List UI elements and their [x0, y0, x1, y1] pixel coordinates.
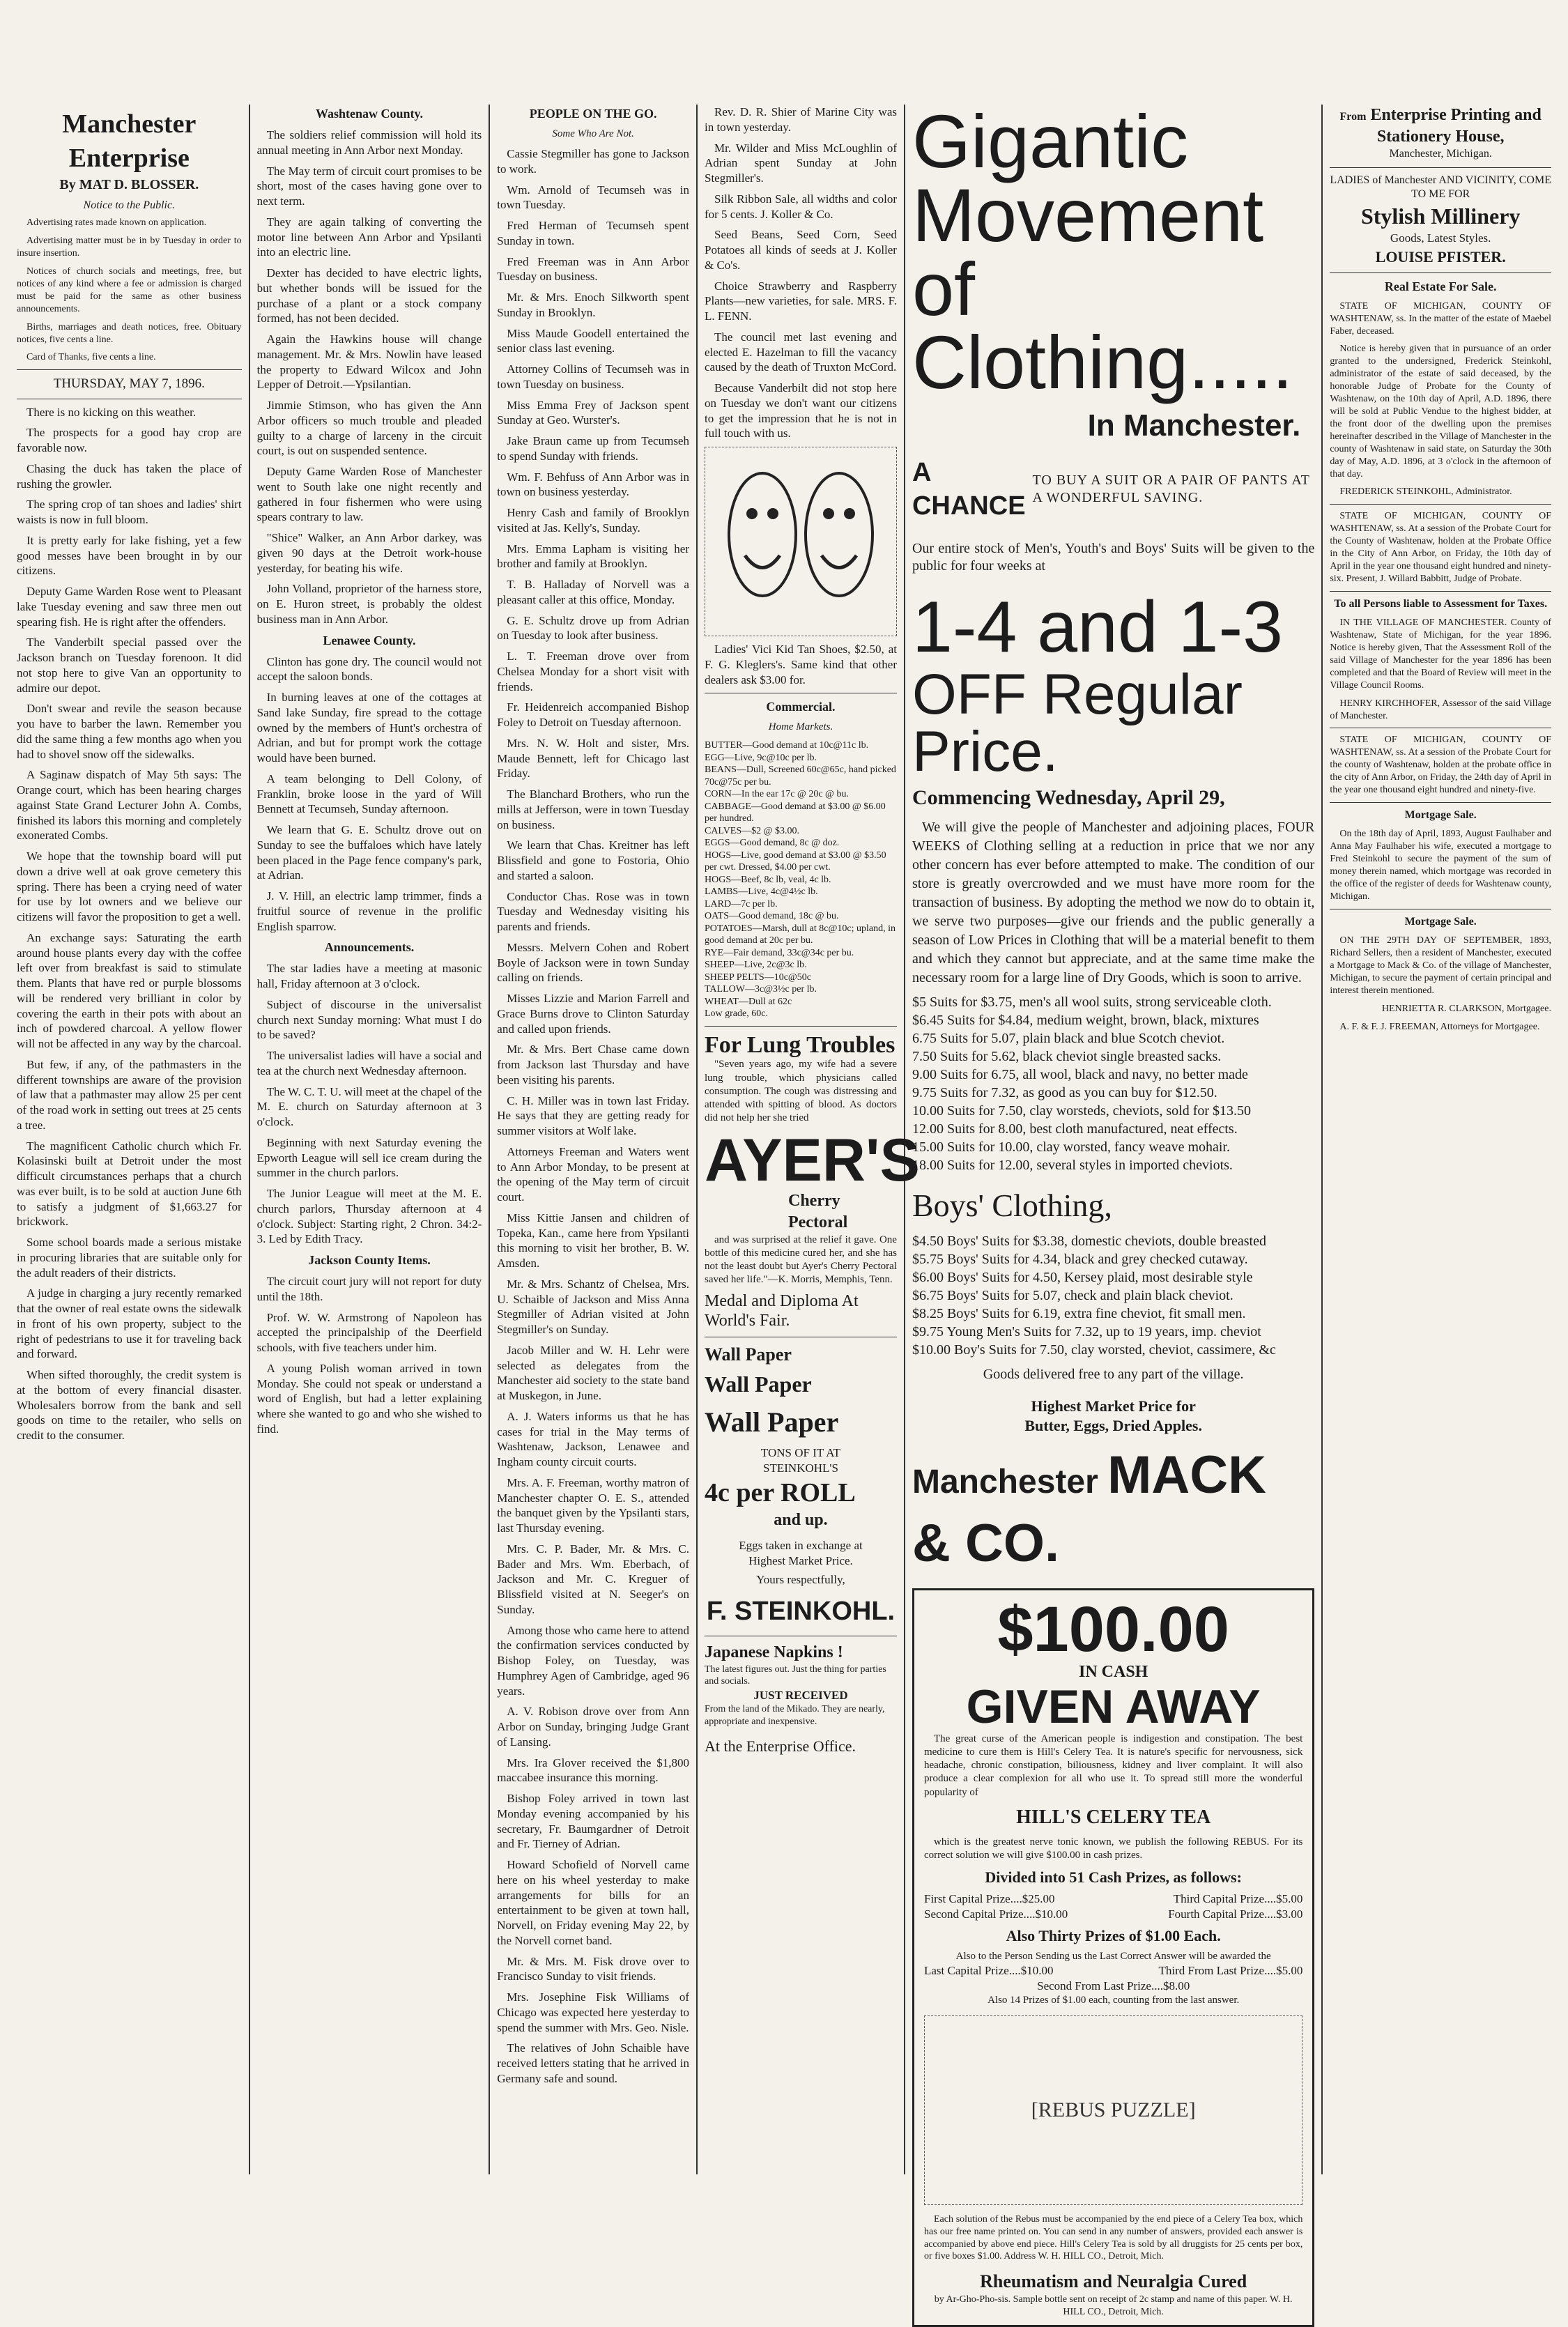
- news-paragraph: The soldiers relief commission will hold its annual meeting in Ann Arbor next Monday.: [256, 128, 482, 157]
- news-paragraph: Rev. D. R. Shier of Marine City was in town yesterday.: [704, 105, 897, 134]
- assessor: HENRY KIRCHHOFER, Assessor of the said Village of Manchester.: [1330, 698, 1551, 721]
- market-item: RYE—Fair demand, 33c@34c per bu.: [704, 947, 854, 958]
- news-paragraph: The prospects for a good hay crop are favorable now.: [17, 426, 242, 455]
- notices-title: Notice to the Public.: [83, 199, 176, 211]
- assessment-notice: IN THE VILLAGE OF MANCHESTER. County of Washtenaw, State of Michigan, for the year 1896. Notice is hereby given, That the Assessment Roll of the said Village of Manchester for the year 1896 has been completed and that the Board of Review will meet in the Village Council Rooms.: [1330, 617, 1551, 691]
- announcement: The universalist ladies will have a social and tea at the church next Wednesday afternoon.: [256, 1049, 482, 1077]
- market-item: OATS—Good demand, 18c @ bu.: [704, 911, 839, 922]
- news-paragraph: A young Polish woman arrived in town Monday. She could not speak or understand a word of English, but had a letter explaining where she wanted to go and who she wished to find.: [256, 1361, 482, 1436]
- mack-city: Manchester: [912, 1464, 1098, 1501]
- personal-item: The relatives of John Schaible have received letters stating that he arrived in Germany safe and sound.: [497, 2041, 689, 2085]
- market-item: LARD—7c per lb.: [704, 898, 778, 909]
- suit-price-line: 7.50 Suits for 5.62, black cheviot single breasted sacks.: [912, 1049, 1222, 1065]
- personal-item: Mr. & Mrs. M. Fisk drove over to Francisco Sunday to visit friends.: [497, 1954, 689, 1983]
- news-paragraph: Jimmie Stimson, who has given the Ann Arbor officers so much trouble and pleaded guilty to a charge of larceny in the circuit court, is out on suspended sentence.: [256, 399, 482, 458]
- mens-suit-list: [912, 993, 1314, 1174]
- notice: Advertising matter must be in by Tuesday in order to insure insertion.: [17, 236, 242, 259]
- personal-item: Mr. & Mrs. Enoch Silkworth spent Sunday in Brooklyn.: [497, 291, 689, 319]
- market-item: CALVES—$2 @ $3.00.: [704, 825, 800, 836]
- headline-movement: Movement: [912, 172, 1264, 257]
- discount-fraction: 1-4 and 1-3: [912, 587, 1283, 668]
- notice: Notices of church socials and meetings, free, but notices of any kind where a fee or admission is charged must be paid for the same as other business announcements.: [17, 266, 242, 314]
- stylish-millinery: Stylish Millinery: [1360, 203, 1521, 229]
- announcement: The star ladies have a meeting at masonic hall, Friday afternoon at 3 o'clock.: [256, 962, 482, 991]
- eggs-note: Eggs taken in exchange at: [739, 1538, 863, 1552]
- personal-item: Wm. F. Behfuss of Ann Arbor was in town on business yesterday.: [497, 470, 689, 499]
- suit-price-line: $10.00 Boy's Suits for 7.50, clay worsted, cheviot, cassimere, &c: [912, 1342, 1276, 1358]
- highest-market-price: Highest Market Price for: [1031, 1397, 1196, 1415]
- notice: Advertising rates made known on application.: [26, 217, 207, 229]
- section-header-washtenaw: Washtenaw County.: [315, 107, 423, 121]
- market-item: WHEAT—Dull at 62c: [704, 996, 792, 1007]
- rheumatism-sub: by Ar-Gho-Pho-sis. Sample bottle sent on receipt of 2c stamp and name of this paper. W. H. HILL CO., Detroit, Mich.: [934, 2294, 1293, 2317]
- market-item: HOGS—Live, good demand at $3.00 @ $3.50 per cwt. Dressed, $4.00 per cwt.: [704, 850, 886, 873]
- real-estate-title: Real Estate For Sale.: [1384, 279, 1497, 293]
- personal-item: Messrs. Melvern Cohen and Robert Boyle of Jackson were in town Sunday calling on friends.: [497, 940, 689, 985]
- news-paragraph: A team belonging to Dell Colony, of Franklin, broke loose in the yard of Will Bennett at Tecumseh, Sunday afternoon.: [256, 771, 482, 816]
- prize-line: [924, 1891, 1302, 1907]
- ayers-brand: AYER'S: [704, 1127, 920, 1195]
- boys-suit-list: [912, 1232, 1314, 1359]
- prize-line: [924, 1963, 1302, 1979]
- last-correct-note: Also to the Person Sending us the Last Correct Answer will be awarded the: [955, 1950, 1271, 1962]
- wallpaper-line-2: Wall Paper: [704, 1371, 812, 1397]
- enterprise-printing-name: Enterprise Printing and Stationery House,: [1370, 106, 1542, 146]
- news-paragraph: But few, if any, of the pathmasters in the different townships are aware of the provision of law that a pathmaster may allow 25 per cent of the road work in setting out trees at 25 cents a tree.: [17, 1057, 242, 1132]
- personal-item: Mrs. Josephine Fisk Williams of Chicago was expected here yesterday to spend the summer with Mrs. Geo. Nisle.: [497, 1990, 689, 2034]
- mortgagee: HENRIETTA R. CLARKSON, Mortgagee.: [1381, 1003, 1551, 1014]
- shoes-ad: Ladies' Vici Kid Tan Shoes, $2.50, at F. G. Kleglers's. Same kind that other dealers ask $3.00 for.: [704, 643, 897, 686]
- news-paragraph: Don't swear and revile the season because you have to barber the lawn. Remember you did the same thing a few months ago when you had to shovel snow off the sidewalks.: [17, 702, 242, 761]
- lung-troubles-title: For Lung Troubles: [704, 1031, 896, 1058]
- hills-celery-tea: HILL'S CELERY TEA: [1016, 1806, 1211, 1828]
- market-item: CABBAGE—Good demand at $3.00 @ $6.00 per hundred.: [704, 801, 886, 824]
- napkins-sub: The latest figures out. Just the thing for parties and socials.: [704, 1664, 886, 1687]
- personal-item: Fred Freeman was in Ann Arbor Tuesday on business.: [497, 254, 689, 284]
- personal-item: Mrs. C. P. Bader, Mr. & Mrs. C. Bader and Mrs. Wm. Eberbach, of Jackson and Mr. C. Kreguer of Blissfield visited at N. Seeger's on Sunday.: [497, 1542, 689, 1616]
- prize-line: [924, 1907, 1302, 1922]
- news-paragraph: They are again talking of converting the motor line between Ann Arbor and Ypsilanti into an electric line.: [256, 215, 482, 259]
- sale-body: We will give the people of Manchester and adjoining places, FOUR WEEKS of Clothing selling at a reduction in price that we nor any other concern has ever before attempted to make. The condition of our store is greatly overcrowded and we must have more room for the transaction of business. By adopting the method we now do to obtain it, we serve two purposes—give our friends and the public generally a season of Low Prices in Clothing that will be a material benefit to them and which they cannot but appreciate, and at the same time make the necessary room for a large line of Dry Goods, which is soon to arrive.: [912, 820, 1315, 986]
- personal-item: Jacob Miller and W. H. Lehr were selected as delegates from the Manchester aid society to the state band at Muskegon, in June.: [497, 1343, 689, 1403]
- section-header-announcements: Announcements.: [324, 940, 415, 955]
- boys-clothing-header: Boys' Clothing,: [912, 1188, 1112, 1224]
- suit-price-line: $6.45 Suits for $4.84, medium weight, brown, black, mixtures: [912, 1013, 1259, 1029]
- personal-item: Miss Emma Frey of Jackson spent Sunday at Geo. Wurster's.: [497, 398, 689, 427]
- second-prize: Second Capital Prize....$10.00: [923, 1907, 1068, 1921]
- news-paragraph: Prof. W. W. Armstrong of Napoleon has accepted the principalship of the Deerfield schools, with five teachers under him.: [256, 1310, 482, 1355]
- market-item: BEANS—Dull, Screened 60c@65c, hand picked 70c@75c per bu.: [704, 765, 896, 788]
- market-item: HOGS—Beef, 8c lb, veal, 4c lb.: [704, 874, 831, 885]
- probate-notice: STATE OF MICHIGAN, COUNTY OF WASHTENAW, ss. At a session of the Probate Court for the County of Washtenaw, holden at the Probate Office in the City of Ann Arbor, on Friday, the 10th day of April in the year one thousand eight hundred and ninety-six. Present, J. Willard Babbitt, Judge of Probate.: [1330, 511, 1551, 584]
- news-paragraph: A judge in charging a jury recently remarked that the owner of real estate owns the sidewalk in front of his own property, subject to the right of pedestrians to use it for traveling back and forward.: [17, 1287, 242, 1361]
- butter-eggs-apples: Butter, Eggs, Dried Apples.: [1024, 1417, 1202, 1435]
- personal-item: Mrs. Emma Lapham is visiting her brother and family at Brooklyn.: [497, 542, 689, 571]
- market-item: LAMBS—Live, 4c@4½c lb.: [704, 886, 818, 898]
- personal-item: Conductor Chas. Rose was in town Tuesday and Wednesday visiting his parents and friends.: [497, 889, 689, 934]
- commercial-header: Commercial.: [766, 700, 836, 714]
- section-header-jackson: Jackson County Items.: [308, 1253, 431, 1268]
- tons-line: TONS OF IT AT: [760, 1446, 841, 1460]
- market-item: SHEEP PELTS—10c@50c: [704, 971, 812, 983]
- per-roll-price: 4c per ROLL: [704, 1477, 856, 1507]
- from-land: From the land of the Mikado. They are nearly, appropriate and inexpensive.: [704, 1704, 885, 1727]
- ladies-line: LADIES of Manchester AND VICINITY, COME TO ME FOR: [1330, 174, 1551, 201]
- personal-item: Howard Schofield of Norvell came here on his wheel yesterday to make arrangements for bills for an entertainment to be given at town hall, Norvell, on Friday evening May 22, by the Norvell cornet band.: [497, 1858, 689, 1947]
- personal-item: Mr. & Mrs. Schantz of Chelsea, Mrs. U. Schaible of Jackson and Miss Anna Stegmiller of Adrian visited at John Stegmiller's on Sunday.: [497, 1277, 689, 1337]
- celery-tea-prize-ad: [912, 1588, 1314, 2327]
- column-local-news: [10, 105, 250, 2174]
- personal-item: Wm. Arnold of Tecumseh was in town Tuesday.: [497, 183, 689, 212]
- medal-line: Medal and Diploma At World's Fair.: [704, 1292, 859, 1330]
- chance-line: [912, 456, 1314, 523]
- and-up: and up.: [774, 1511, 828, 1530]
- suit-price-line: $6.00 Boys' Suits for 4.50, Kersey plaid, most desirable style: [912, 1270, 1253, 1286]
- legal-notice: FREDERICK STEINKOHL, Administrator.: [1339, 486, 1512, 498]
- suit-price-line: $9.75 Young Men's Suits for 7.32, up to 19 years, imp. cheviot: [912, 1324, 1261, 1340]
- news-paragraph: John Volland, proprietor of the harness store, on E. Huron street, is probably the oldest business man in Ann Arbor.: [256, 582, 482, 626]
- market-item: TALLOW—3c@3½c per lb.: [704, 984, 817, 995]
- news-paragraph: Some school boards made a serious mistake in procuring libraries that are suitable only for the adult readers of their districts.: [17, 1236, 242, 1280]
- first-prize: First Capital Prize....$25.00: [923, 1892, 1055, 1906]
- news-paragraph: The May term of circuit court promises to be short, most of the cases having gone over to next term.: [256, 164, 482, 208]
- given-away: GIVEN AWAY: [966, 1680, 1261, 1734]
- news-paragraph: The magnificent Catholic church which Fr. Kolasinski built at Detroit under the most difficult circumstances perhaps that a church was ever built, is to be sold at auction June 6th to satisfy a judgment of $1,663.27 for brickwork.: [17, 1139, 242, 1229]
- section-header-lenawee: Lenawee County.: [323, 633, 416, 647]
- personal-item: Jake Braun came up from Tecumseh to spend Sunday with friends.: [497, 434, 689, 463]
- personal-item: Mrs. Ira Glover received the $1,800 maccabee insurance this morning.: [497, 1756, 689, 1785]
- masthead: Manchester Enterprise: [62, 109, 197, 173]
- news-paragraph: The council met last evening and elected E. Hazelman to fill the vacancy caused by the death of Truxton McCord.: [704, 330, 897, 374]
- third-prize: Third Capital Prize....$5.00: [1173, 1892, 1303, 1906]
- personal-item: Among those who came here to attend the confirmation services conducted by Bishop Foley, on Tuesday, was Humphrey Agen of Cambridge, aged 96 years.: [497, 1623, 689, 1698]
- mortgage-notice: On the 18th day of April, 1893, August Faulhaber and Anna May Faulhaber his wife, executed a mortgage to Fred Steinkohl to secure the payment of the sum of money therein named, which mortgage was recorded in the office of the register of deeds for Washtenaw county, Michigan.: [1330, 829, 1551, 903]
- byline: By MAT D. BLOSSER.: [59, 177, 199, 193]
- wallpaper-line-3: Wall Paper: [704, 1406, 839, 1438]
- personal-item: T. B. Halladay of Norvell was a pleasant caller at this office, Monday.: [497, 578, 689, 606]
- rheumatism-cured: Rheumatism and Neuralgia Cured: [980, 2271, 1247, 2292]
- news-paragraph: Deputy Game Warden Rose went to Pleasant lake Tuesday evening and saw three men out spearing fish. He is right after the offenders.: [17, 585, 242, 629]
- personal-item: Mrs. N. W. Holt and sister, Mrs. Maude Bennett, left for Chicago last Friday.: [497, 736, 689, 781]
- news-paragraph: Mr. Wilder and Miss McLoughlin of Adrian spent Sunday at John Stegmiller's.: [704, 141, 897, 185]
- enterprise-office: At the Enterprise Office.: [704, 1737, 856, 1755]
- column-clothing-ad: [905, 99, 1323, 2317]
- news-paragraph: Because Vanderbilt did not stop here on Tuesday we don't want our citizens to get the impression that he is not in full touch with us.: [704, 381, 897, 440]
- personal-item: Cassie Stegmiller has gone to Jackson to work.: [497, 147, 689, 176]
- suit-price-line: 9.00 Suits for 6.75, all wool, black and navy, no better made: [912, 1067, 1248, 1083]
- divided-prizes: Divided into 51 Cash Prizes, as follows:: [985, 1868, 1242, 1887]
- highest-price: Highest Market Price.: [748, 1553, 853, 1567]
- news-paragraph: "Shice" Walker, an Ann Arbor darkey, was given 90 days at the Detroit work-house yesterday, for beating his wife.: [256, 531, 482, 575]
- personal-item: We learn that Chas. Kreitner has left Blissfield and gone to Fostoria, Ohio and started a saloon.: [497, 838, 689, 882]
- wallpaper-line-1: Wall Paper: [704, 1344, 792, 1365]
- announcement: The W. C. T. U. will meet at the chapel of the M. E. church on Saturday afternoon at 3 o'clock.: [256, 1084, 482, 1129]
- thirty-prizes: Also Thirty Prizes of $1.00 Each.: [1006, 1926, 1221, 1944]
- news-paragraph: When sifted thoroughly, the credit system is at the bottom of every financial disaster. Wholesalers borrow from the bank and sell goods on time to the retailer, who sells on credit to the consumer.: [17, 1368, 242, 1443]
- section-header-people: PEOPLE ON THE GO.: [529, 107, 657, 121]
- market-list: [705, 739, 897, 1020]
- news-paragraph: Clinton has gone dry. The council would not accept the saloon bonds.: [256, 654, 482, 684]
- ayers-text: and was surprised at the relief it gave. One bottle of this medicine cured her, and she has not the least doubt but Ayer's Cherry Pectoral saved her life."—K. Morris, Memphis, Tenn.: [704, 1234, 897, 1286]
- second-from-last-prize: Second From Last Prize....$8.00: [1037, 1979, 1190, 1992]
- news-paragraph: It is pretty early for lake fishing, yet a few good messes have been brought in by our citizens.: [17, 533, 242, 578]
- personal-item: Miss Kittie Jansen and children of Topeka, Kan., came here from Ypsilanti this morning to visit her brother, B. W. Amsden.: [497, 1211, 689, 1270]
- market-item: EGG—Live, 9c@10c per lb.: [704, 752, 817, 763]
- in-manchester: In Manchester.: [1087, 408, 1301, 443]
- personal-item: A. J. Waters informs us that he has cases for trial in the May terms of Washtenaw, Jackson, Lenawee and Ingham county circuit courts.: [497, 1409, 689, 1469]
- market-item: EGGS—Good demand, 8c @ doz.: [704, 838, 840, 849]
- off-regular-price: OFF Regular Price.: [912, 663, 1243, 784]
- news-paragraph: Deputy Game Warden Rose of Manchester went to South lake one night recently and gathered in four fishermen who were using spears contrary to law.: [256, 465, 482, 524]
- news-paragraph: We learn that G. E. Schultz drove out on Sunday to see the buffaloes which have lately been placed in the Page fence company's park, at Adrian.: [256, 823, 482, 882]
- cherry-pectoral: Cherry Pectoral: [787, 1192, 848, 1232]
- market-item: SHEEP—Live, 2c@3c lb.: [704, 960, 807, 971]
- assessment-title: To all Persons liable to Assessment for Taxes.: [1334, 597, 1548, 610]
- section-subheader: Some Who Are Not.: [552, 128, 634, 140]
- announcement: Beginning with next Saturday evening the Epworth League will sell ice cream during the summer in the church parlors.: [256, 1135, 482, 1180]
- lung-quote: "Seven years ago, my wife had a severe lung trouble, which physicians called consumption. The cough was distressing and attended with spitting of blood. As doctors did not help her she tried: [704, 1059, 897, 1124]
- from-label: From: [1339, 111, 1367, 123]
- market-item: CORN—In the ear 17c @ 20c @ bu.: [704, 789, 849, 800]
- personal-item: The Blanchard Brothers, who run the mills at Jefferson, were in town Tuesday on business.: [497, 788, 689, 831]
- news-paragraph: Dexter has decided to have electric lights, but whether bonds will be issued for the purchase of a plant or a stock company formed, has not been decided.: [256, 266, 482, 325]
- fourteen-prizes: Also 14 Prizes of $1.00 each, counting from the last answer.: [987, 1994, 1240, 2006]
- prize-cash: IN CASH: [1078, 1662, 1148, 1681]
- third-from-last-prize: Third From Last Prize....$5.00: [1158, 1964, 1303, 1978]
- news-paragraph: Again the Hawkins house will change management. Mr. & Mrs. Nowlin have leased the property to Edward Wilcox and John Lepper of Detroit.—Ypsilantian.: [256, 332, 482, 392]
- personal-item: Fr. Heidenreich accompanied Bishop Foley to Detroit on Tuesday afternoon.: [497, 700, 689, 730]
- news-paragraph: A Saginaw dispatch of May 5th says: The Orange court, which has been hearing charges against State Grand Lecturer John A. Combs, finished its labors this morning and completely exonerated Combs.: [17, 768, 242, 843]
- napkins-title: Japanese Napkins !: [704, 1643, 843, 1661]
- suit-price-line: 6.75 Suits for 5.07, plain black and blue Scotch cheviot.: [912, 1031, 1225, 1047]
- tons-store: STEINKOHL'S: [763, 1461, 838, 1475]
- personal-item: L. T. Freeman drove over from Chelsea Monday for a short visit with friends.: [497, 650, 689, 693]
- personal-item: Bishop Foley arrived in town last Monday evening accompanied by his secretary, Fr. Baumgardner of Detroit and Fr. Tierney of Adrian.: [497, 1792, 689, 1851]
- chance-text: TO BUY A SUIT OR A PAIR OF PANTS AT A WONDERFUL SAVING.: [1032, 472, 1310, 506]
- mack-and-co: [912, 1441, 1314, 1577]
- suit-price-line: 9.75 Suits for 7.32, as good as you can buy for $12.50.: [912, 1085, 1217, 1101]
- market-item: BUTTER—Good demand at 10c@11c lb.: [704, 740, 869, 751]
- headline-gigantic: Gigantic: [912, 99, 1189, 183]
- news-paragraph: We hope that the township board will put down a drive well at oak grove cemetery this spring. There has been a crying need of water for use by lot owners and we believe our citizens will favor the proposition to get a well.: [17, 850, 242, 924]
- personal-item: Mrs. A. F. Freeman, worthy matron of Manchester chapter O. E. S., attended the banquet given by the Ypsilanti stars, last Thursday evening.: [497, 1475, 689, 1535]
- news-paragraph: An exchange says: Saturating the earth around house plants every day with the coffee left over from breakfast is said to stimulate them. Plants that have red or purple blossoms will be rendered very brilliant in color by covering the earth in their pots with about an inch of powdered charcoal. A yellow flower will not be affected in any way by the charcoal.: [17, 930, 242, 1051]
- enterprise-city: Manchester, Michigan.: [1389, 148, 1492, 160]
- suit-price-line: $5 Suits for $3.75, men's all wool suits, strong serviceable cloth.: [912, 994, 1272, 1011]
- market-item: POTATOES—Marsh, dull at 8c@10c; upland, in good demand at 20c per bu.: [704, 923, 896, 946]
- headline-of-clothing: of Clothing.....: [912, 246, 1293, 405]
- personal-item: C. H. Miller was in town last Friday. He says that they are getting ready for summer visitors at Wolf lake.: [497, 1093, 689, 1138]
- suit-price-line: 18.00 Suits for 12.00, several styles in imported cheviots.: [912, 1158, 1233, 1174]
- mortgage-sale-title: Mortgage Sale.: [1404, 915, 1477, 928]
- news-paragraph: In burning leaves at one of the cottages at Sand lake Sunday, fire spread to the cottage owned by the members of Hunt's orchestra of Adrian, and but for prompt work the cottage would have been burned.: [256, 691, 482, 765]
- personal-item: Fred Herman of Tecumseh spent Sunday in town.: [497, 219, 689, 247]
- last-capital-prize: Last Capital Prize....$10.00: [923, 1964, 1054, 1978]
- column-people-on-the-go: [490, 105, 698, 2174]
- faces-icon: [717, 458, 884, 625]
- steinkohl-signature: F. STEINKOHL.: [706, 1597, 896, 1627]
- suit-price-line: $6.75 Boys' Suits for 5.07, check and plain black cheviot.: [912, 1288, 1233, 1304]
- personal-item: G. E. Schultz drove up from Adrian on Tuesday to look after business.: [497, 613, 689, 643]
- personal-item: Attorney Collins of Tecumseh was in town Tuesday on business.: [497, 362, 689, 391]
- prize-body: The great curse of the American people is indigestion and constipation. The best medicine to cure them is Hill's Celery Tea. It is nature's specific for nervousness, sick headache, chronic constipation, biliousness, kidney and liver complaint. It will also produce a clear complexion for all who use it. To spread still more the wonderful popularity of: [923, 1733, 1303, 1798]
- column-legal-notices: [1323, 105, 1558, 2174]
- suit-price-line: 10.00 Suits for 7.50, clay worsteds, cheviots, sold for $13.50: [912, 1103, 1252, 1119]
- news-paragraph: The spring crop of tan shoes and ladies' shirt waists is now in full bloom.: [17, 498, 242, 527]
- prize-after: which is the greatest nerve tonic known, we publish the following REBUS. For its correct solution we will give $100.00 in cash prizes.: [923, 1836, 1303, 1861]
- news-paragraph: Chasing the duck has taken the place of rushing the growler.: [17, 461, 242, 491]
- latest-styles: Goods, Latest Styles.: [1390, 231, 1491, 245]
- news-paragraph: There is no kicking on this weather.: [26, 405, 197, 419]
- personal-item: A. V. Robison drove over from Ann Arbor on Sunday, bringing Judge Grant of Lansing.: [497, 1705, 689, 1749]
- notice: Births, marriages and death notices, free. Obituary notices, five cents a line.: [17, 321, 242, 345]
- mack-name: MACK & CO.: [912, 1445, 1267, 1573]
- market-item: Low grade, 60c.: [704, 1008, 768, 1020]
- personal-item: Mr. & Mrs. Bert Chase came down from Jackson last Thursday and have been visiting his parents.: [497, 1043, 689, 1086]
- rebus-puzzle: [REBUS PUZZLE]: [924, 2015, 1302, 2205]
- suit-price-line: 12.00 Suits for 8.00, best cloth manufactured, neat effects.: [912, 1121, 1238, 1137]
- prize-amount: $100.00: [997, 1593, 1229, 1665]
- suit-price-line: $4.50 Boys' Suits for $3.38, domestic cheviots, double breasted: [912, 1234, 1266, 1250]
- probate-notice: STATE OF MICHIGAN, COUNTY OF WASHTENAW, ss. At a session of the Probate Court for the county of Washtenaw, holden at the probate office in the city of Ann Arbor, on Friday, the 24th day of April in the year one thousand eight hundred and ninety-five.: [1330, 735, 1551, 796]
- suit-price-line: $5.75 Boys' Suits for 4.34, black and grey checked cutaway.: [912, 1252, 1248, 1268]
- enterprise-printing: [1330, 105, 1551, 147]
- louise-pfister: LOUISE PFISTER.: [1375, 247, 1506, 266]
- announcement: The Junior League will meet at the M. E. church parlors, Thursday afternoon at 4 o'clock. Subject: Starting right, 2 Chron. 34:2-3. Led by Edith Tracy.: [256, 1187, 482, 1246]
- stock-text: Our entire stock of Men's, Youth's and Boys' Suits will be given to the public for four weeks at: [912, 540, 1315, 574]
- news-paragraph: Seed Beans, Seed Corn, Seed Potatoes all kinds of seeds at J. Koller & Co's.: [704, 228, 897, 272]
- news-paragraph: J. V. Hill, an electric lamp trimmer, finds a fruitful source of revenue in the prolific English sparrow.: [256, 889, 482, 933]
- column-county-news: [250, 105, 491, 2174]
- suit-price-line: 15.00 Suits for 10.00, clay worsted, fancy weave mohair.: [912, 1139, 1230, 1155]
- delivered-note: Goods delivered free to any part of the village.: [983, 1367, 1244, 1383]
- rebus-rules: Each solution of the Rebus must be accompanied by the end piece of a Celery Tea box, which has our free name printed on. You can send in any number of answers, provided each answer is accompanied by above end piece. Hill's Celery Tea is sold by all druggists for 25 cents per box, or five boxes $1.00. Address W. H. HILL CO., Detroit, Mich.: [923, 2213, 1303, 2262]
- personal-item: Attorneys Freeman and Waters went to Ann Arbor Monday, to be present at the opening of the May term of circuit court.: [497, 1144, 689, 1204]
- suit-price-line: $8.25 Boys' Suits for 6.19, extra fine cheviot, fit small men.: [912, 1306, 1246, 1322]
- home-markets-header: Home Markets.: [768, 721, 833, 733]
- news-paragraph: Choice Strawberry and Raspberry Plants—new varieties, for sale. MRS. F. L. FENN.: [704, 279, 897, 323]
- legal-notice: Notice is hereby given that in pursuance of an order granted to the undersigned, Frederick Steinkohl, administrator of the estate of said deceased, by the honorable Judge of Probate for the County of Washtenaw, on the 10th day of April, A.D. 1896, there will be sold at Public Vendue to the highest bidder, at the front door of the dwelling upon the premises hereinafter described in the Village of Manchester in the county of Washtenaw in said state, on Saturday the 30th day of May, A.D. 1896, at 3 o'clock in the afternoon of that day.: [1330, 344, 1551, 479]
- personal-item: Misses Lizzie and Marion Farrell and Grace Burns drove to Clinton Saturday and called upon friends.: [497, 992, 689, 1036]
- attorneys: A. F. & F. J. FREEMAN, Attorneys for Mortgagee.: [1339, 1021, 1540, 1032]
- just-received: JUST RECEIVED: [753, 1689, 848, 1703]
- legal-notice: STATE OF MICHIGAN, COUNTY OF WASHTENAW, ss. In the matter of the estate of Maebel Faber, deceased.: [1330, 300, 1551, 337]
- mortgage-notice: ON THE 29TH DAY OF SEPTEMBER, 1893, Richard Sellers, then a resident of Manchester, executed a Mortgage to Mack & Co. of the village of Manchester, Michigan, to secure the payment of certain principal and interest therein mentioned.: [1330, 935, 1551, 997]
- commencing-date: Commencing Wednesday, April 29,: [912, 786, 1225, 810]
- yours-respectfully: Yours respectfully,: [756, 1573, 845, 1587]
- column-ads-commercial: [698, 105, 920, 2174]
- personal-item: Henry Cash and family of Brooklyn visited at Jas. Kelly's, Sunday.: [497, 506, 689, 535]
- issue-date: THURSDAY, MAY 7, 1896.: [53, 376, 205, 392]
- mortgage-sale-title: Mortgage Sale.: [1404, 809, 1477, 822]
- personal-item: Miss Maude Goodell entertained the senior class last evening.: [497, 326, 689, 355]
- fourth-prize: Fourth Capital Prize....$3.00: [1168, 1907, 1303, 1921]
- notice: Card of Thanks, five cents a line.: [26, 352, 156, 363]
- cartoon-faces-illustration: [705, 447, 897, 636]
- news-paragraph: Silk Ribbon Sale, all widths and color for 5 cents. J. Koller & Co.: [704, 192, 897, 221]
- announcement: Subject of discourse in the universalist church next Sunday morning: What must I do to be saved?: [256, 997, 482, 1042]
- news-paragraph: The circuit court jury will not report for duty until the 18th.: [256, 1275, 482, 1303]
- news-paragraph: The Vanderbilt special passed over the Jackson branch on Tuesday forenoon. It did not stop here to give Van an opportunity to admire our depot.: [17, 636, 242, 695]
- chance-label: A CHANCE: [912, 457, 1026, 521]
